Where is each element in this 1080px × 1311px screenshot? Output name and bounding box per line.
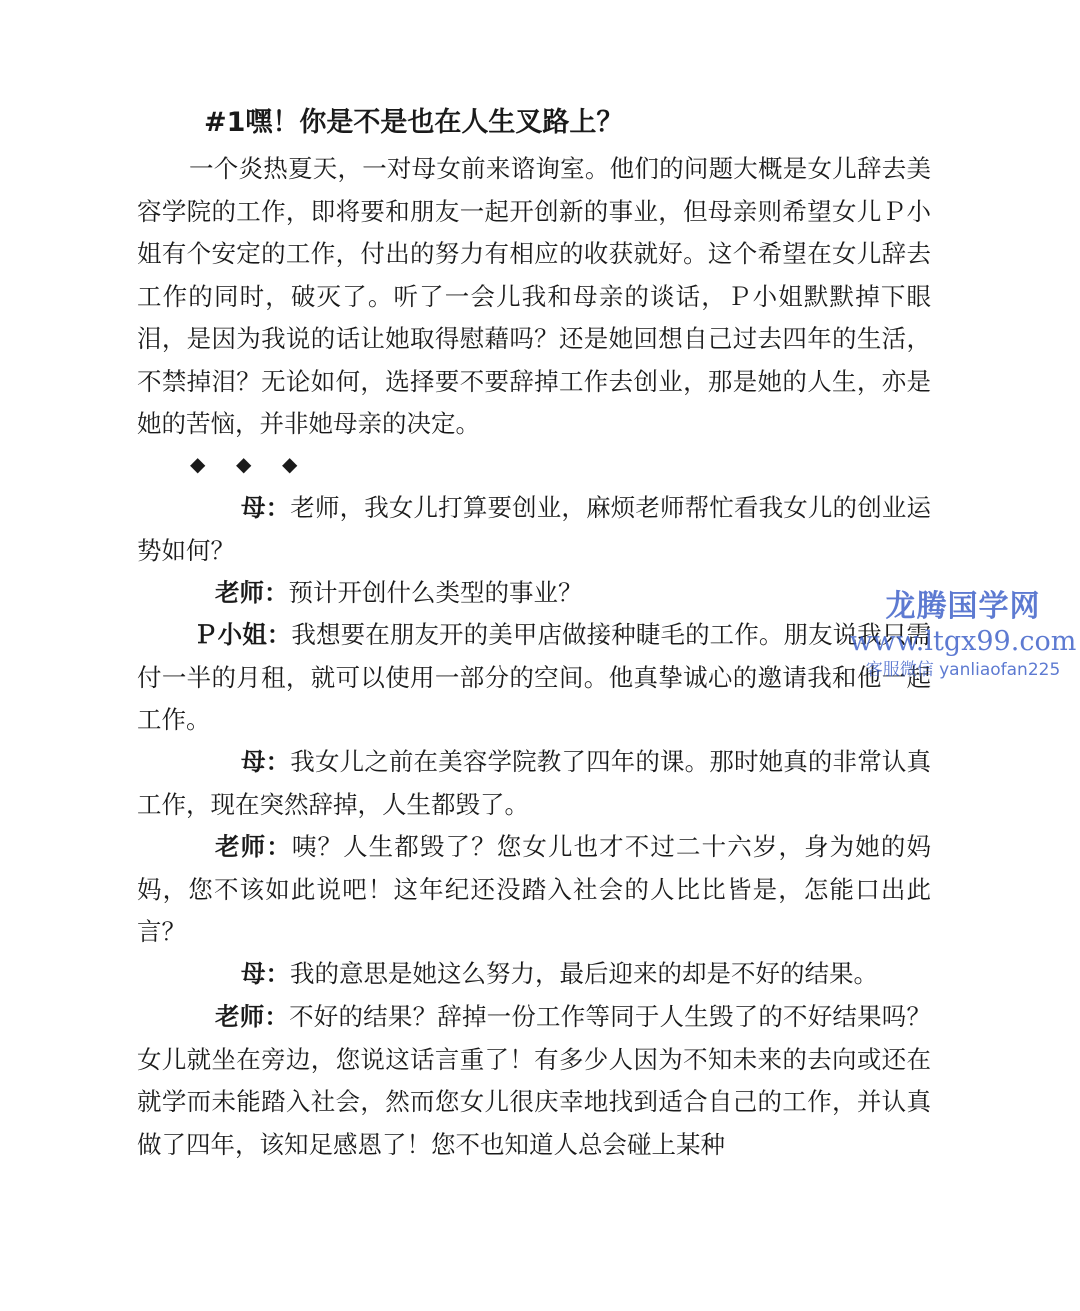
dialogue-text: 预计开创什么类型的事业？ (288, 578, 583, 607)
speaker-label: 老师： (215, 578, 289, 607)
speaker-label: 母： (241, 747, 291, 776)
dialogue-text: 我想要在朋友开的美甲店做接种睫毛的工作。朋友说我只需付一半的月租，就可以使用一部分的空间。他真挚诚心的邀请我和他一起工作。 (137, 620, 932, 734)
diamond-icon: ◆ (282, 452, 298, 476)
watermark-contact: 客服微信 yanliaofan225 (865, 659, 1061, 680)
dialogue-text: 老师，我女儿打算要创业，麻烦老师帮忙看我女儿的创业运势如何？ (137, 493, 931, 565)
speaker-label: 母： (241, 493, 291, 522)
section-separator (190, 452, 328, 476)
speaker-label: Ｐ小姐： (193, 620, 292, 649)
site-watermark (848, 590, 1078, 679)
dialogue-line (137, 487, 931, 572)
watermark-brand: 龙腾国学网 (885, 589, 1041, 624)
speaker-label: 老师： (215, 1002, 290, 1031)
dialogue-text: 我的意思是她这么努力，最后迎来的却是不好的结果。 (290, 959, 878, 988)
diamond-icon: ◆ (236, 452, 252, 476)
dialogue-text: 我女儿之前在美容学院教了四年的课。那时她真的非常认真工作，现在突然辞掉，人生都毁了。 (137, 747, 931, 819)
section-title: #1嘿！你是不是也在人生叉路上？ (204, 107, 624, 138)
dialogue-line (137, 996, 931, 1166)
intro-paragraph: 一个炎热夏天，一对母女前来谘询室。他们的问题大概是女儿辞去美容学院的工作，即将要和朋友一起开创新的事业，但母亲则希望女儿Ｐ小姐有个安定的工作，付出的努力有相应的收获就好。这个希望在女儿辞去工作的同时，破灭了。听了一会儿我和母亲的谈话，Ｐ小姐默默掉下眼泪，是因为我说的话让她取得慰藉吗？还是她回想自己过去四年的生活，不禁掉泪？无论如何，选择要不要辞掉工作去创业，那是她的人生，亦是她的苦恼，并非她母亲的决定。 (137, 154, 931, 438)
dialogue-line (137, 741, 931, 826)
dialogue-line (137, 614, 931, 742)
watermark-url: www.ltgx99.com (849, 626, 1077, 657)
dialogue-line (137, 953, 931, 996)
speaker-label: 老师： (215, 832, 292, 861)
diamond-icon: ◆ (190, 452, 206, 476)
speaker-label: 母： (241, 959, 290, 988)
dialogue-line (137, 826, 931, 954)
dialogue-text: 不好的结果？辞掉一份工作等同于人生毁了的不好结果吗？女儿就坐在旁边，您说这话言重了！有多少人因为不知未来的去向或还在就学而未能踏入社会，然而您女儿很庆幸地找到适合自己的工作，并认真做了四年，该知足感恩了！您不也知道人总会碰上某种 (137, 1002, 932, 1159)
dialogue-text: 咦？人生都毁了？您女儿也才不过二十六岁，身为她的妈妈，您不该如此说吧！这年纪还没踏入社会的人比比皆是，怎能口出此言？ (137, 832, 932, 946)
dialogue-line (137, 572, 931, 615)
